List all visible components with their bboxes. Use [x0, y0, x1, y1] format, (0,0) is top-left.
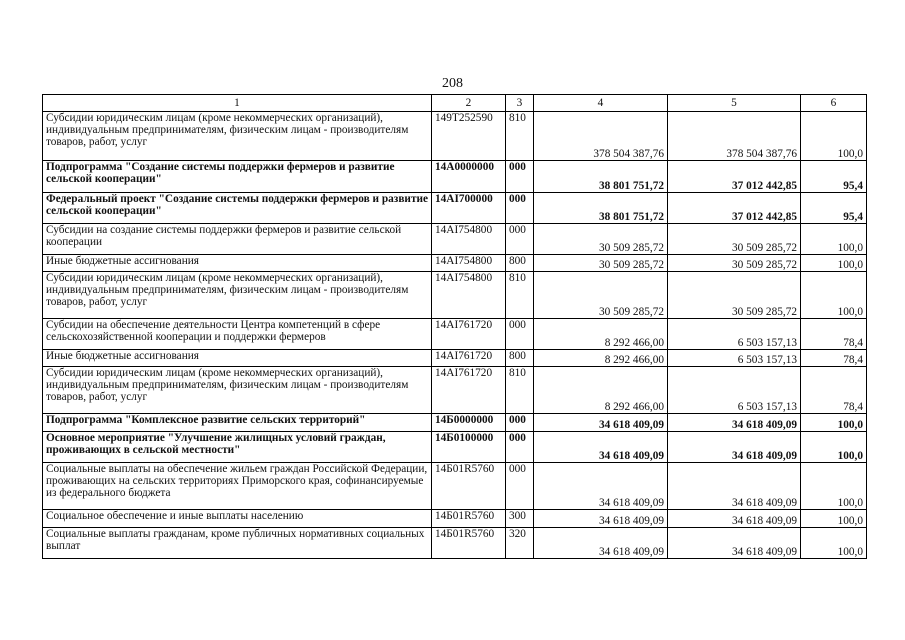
- row-type: 000: [506, 432, 534, 463]
- table-row: [43, 510, 867, 528]
- row-fact: 378 504 387,76: [668, 112, 801, 161]
- row-type: 810: [506, 112, 534, 161]
- row-code: 14Б0000000: [432, 414, 506, 432]
- row-code: 149T252590: [432, 112, 506, 161]
- row-type: 810: [506, 272, 534, 319]
- row-name: Субсидии на обеспечение деятельности Центра компетенций в сфере сельскохозяйственной кооперации и поддержки фермеров: [43, 319, 432, 350]
- row-type: 000: [506, 414, 534, 432]
- row-plan: 34 618 409,09: [534, 432, 668, 463]
- row-percent: 78,4: [801, 350, 867, 367]
- budget-table: [42, 94, 867, 559]
- row-code: 14АI754800: [432, 272, 506, 319]
- row-percent: 100,0: [801, 224, 867, 255]
- row-fact: 34 618 409,09: [668, 510, 801, 528]
- row-fact: 6 503 157,13: [668, 350, 801, 367]
- table-row: [43, 432, 867, 463]
- table-row: [43, 112, 867, 161]
- row-plan: 38 801 751,72: [534, 193, 668, 224]
- row-fact: 37 012 442,85: [668, 161, 801, 193]
- row-fact: 6 503 157,13: [668, 319, 801, 350]
- table-row: [43, 528, 867, 559]
- row-plan: 34 618 409,09: [534, 414, 668, 432]
- row-fact: 37 012 442,85: [668, 193, 801, 224]
- row-percent: 100,0: [801, 510, 867, 528]
- row-type: 800: [506, 350, 534, 367]
- row-name: Федеральный проект "Создание системы поддержки фермеров и развитие сельской кооперации": [43, 193, 432, 224]
- row-name: Субсидии юридическим лицам (кроме некоммерческих организаций), индивидуальным предпринимателям, физическим лицам - производителям товаров, работ, услуг: [43, 112, 432, 161]
- row-name: Иные бюджетные ассигнования: [43, 255, 432, 272]
- header-col-3: 3: [506, 95, 534, 112]
- row-code: 14Б0100000: [432, 432, 506, 463]
- table-row: [43, 255, 867, 272]
- table-row: [43, 161, 867, 193]
- row-code: 14АI761720: [432, 350, 506, 367]
- row-type: 000: [506, 193, 534, 224]
- row-code: 14Б01R5760: [432, 463, 506, 510]
- row-type: 000: [506, 161, 534, 193]
- row-type: 320: [506, 528, 534, 559]
- row-percent: 100,0: [801, 432, 867, 463]
- row-fact: 30 509 285,72: [668, 272, 801, 319]
- row-percent: 100,0: [801, 112, 867, 161]
- row-plan: 30 509 285,72: [534, 224, 668, 255]
- row-code: 14Б01R5760: [432, 528, 506, 559]
- row-percent: 100,0: [801, 255, 867, 272]
- header-col-4: 4: [534, 95, 668, 112]
- header-col-1: 1: [43, 95, 432, 112]
- row-type: 300: [506, 510, 534, 528]
- row-plan: 34 618 409,09: [534, 510, 668, 528]
- header-col-6: 6: [801, 95, 867, 112]
- table-row: [43, 272, 867, 319]
- row-name: Социальные выплаты на обеспечение жильем граждан Российской Федерации, проживающих на сельских территориях Приморского края, софинансируемые из федерального бюджета: [43, 463, 432, 510]
- row-percent: 78,4: [801, 319, 867, 350]
- table-row: [43, 224, 867, 255]
- row-fact: 30 509 285,72: [668, 224, 801, 255]
- row-name: Подпрограмма "Создание системы поддержки фермеров и развитие сельской кооперации": [43, 161, 432, 193]
- row-fact: 30 509 285,72: [668, 255, 801, 272]
- row-plan: 378 504 387,76: [534, 112, 668, 161]
- header-col-2: 2: [432, 95, 506, 112]
- row-code: 14АI754800: [432, 224, 506, 255]
- row-name: Субсидии на создание системы поддержки фермеров и развитие сельской кооперации: [43, 224, 432, 255]
- row-code: 14АI700000: [432, 193, 506, 224]
- row-name: Основное мероприятие "Улучшение жилищных условий граждан, проживающих в сельской местности": [43, 432, 432, 463]
- row-code: 14АI754800: [432, 255, 506, 272]
- row-plan: 30 509 285,72: [534, 272, 668, 319]
- row-plan: 8 292 466,00: [534, 367, 668, 414]
- row-percent: 100,0: [801, 414, 867, 432]
- row-percent: 100,0: [801, 528, 867, 559]
- table-row: [43, 367, 867, 414]
- row-type: 800: [506, 255, 534, 272]
- row-percent: 95,4: [801, 161, 867, 193]
- row-code: 14Б01R5760: [432, 510, 506, 528]
- table-row: [43, 319, 867, 350]
- row-plan: 30 509 285,72: [534, 255, 668, 272]
- table-row: [43, 414, 867, 432]
- row-fact: 34 618 409,09: [668, 463, 801, 510]
- table-row: [43, 463, 867, 510]
- page-number: 208: [442, 76, 463, 91]
- row-type: 000: [506, 319, 534, 350]
- row-type: 810: [506, 367, 534, 414]
- row-name: Социальное обеспечение и иные выплаты населению: [43, 510, 432, 528]
- row-fact: 34 618 409,09: [668, 414, 801, 432]
- row-type: 000: [506, 463, 534, 510]
- row-fact: 34 618 409,09: [668, 528, 801, 559]
- row-percent: 78,4: [801, 367, 867, 414]
- row-plan: 34 618 409,09: [534, 528, 668, 559]
- row-plan: 8 292 466,00: [534, 350, 668, 367]
- table-row: [43, 193, 867, 224]
- row-plan: 34 618 409,09: [534, 463, 668, 510]
- row-percent: 95,4: [801, 193, 867, 224]
- row-plan: 8 292 466,00: [534, 319, 668, 350]
- row-name: Социальные выплаты гражданам, кроме публичных нормативных социальных выплат: [43, 528, 432, 559]
- row-plan: 38 801 751,72: [534, 161, 668, 193]
- row-name: Подпрограмма "Комплексное развитие сельских территорий": [43, 414, 432, 432]
- row-name: Субсидии юридическим лицам (кроме некоммерческих организаций), индивидуальным предпринимателям, физическим лицам - производителям товаров, работ, услуг: [43, 272, 432, 319]
- row-percent: 100,0: [801, 272, 867, 319]
- header-row: [43, 95, 867, 112]
- row-code: 14АI761720: [432, 319, 506, 350]
- row-fact: 6 503 157,13: [668, 367, 801, 414]
- row-fact: 34 618 409,09: [668, 432, 801, 463]
- table-row: [43, 350, 867, 367]
- row-type: 000: [506, 224, 534, 255]
- row-name: Субсидии юридическим лицам (кроме некоммерческих организаций), индивидуальным предпринимателям, физическим лицам - производителям товаров, работ, услуг: [43, 367, 432, 414]
- row-code: 14АI761720: [432, 367, 506, 414]
- row-percent: 100,0: [801, 463, 867, 510]
- row-code: 14А0000000: [432, 161, 506, 193]
- header-col-5: 5: [668, 95, 801, 112]
- row-name: Иные бюджетные ассигнования: [43, 350, 432, 367]
